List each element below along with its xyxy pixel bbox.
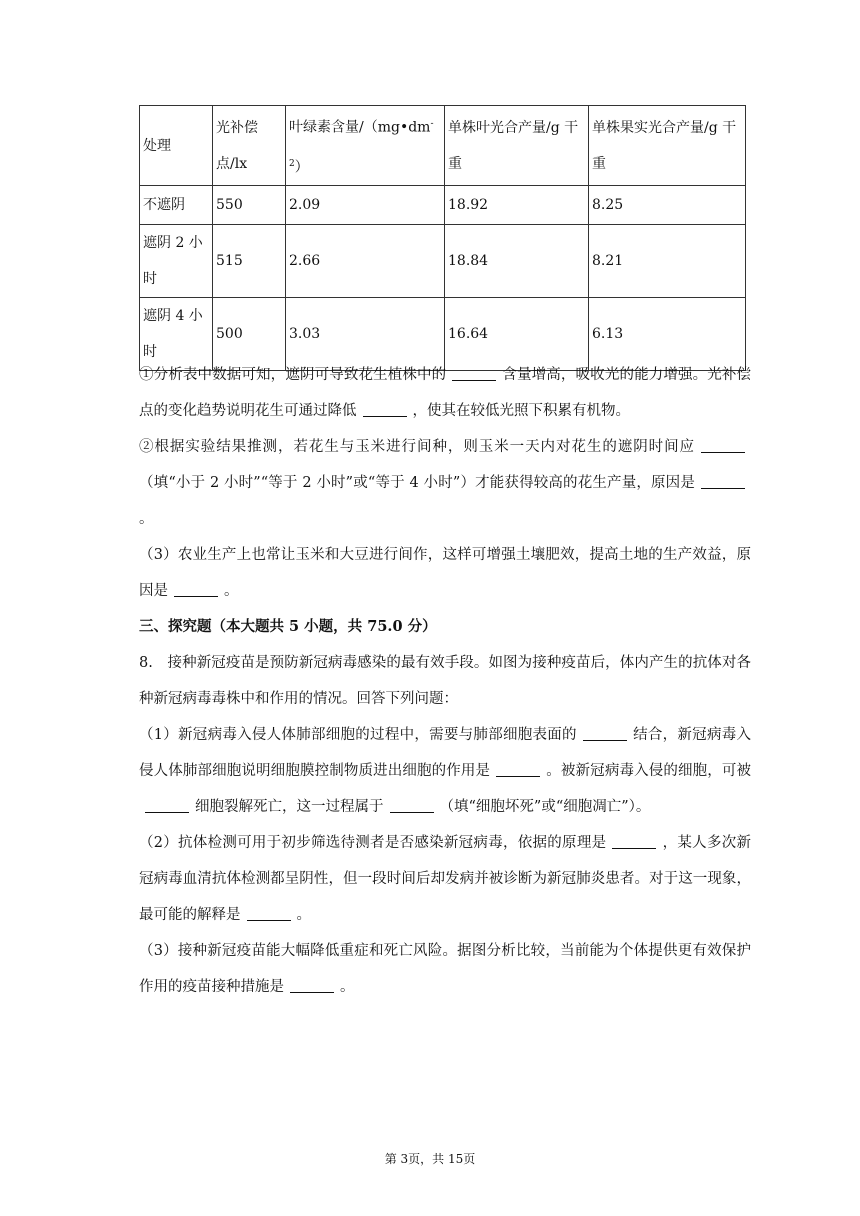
table-header-cell: 处理 — [140, 106, 213, 186]
table-cell: 18.92 — [445, 186, 589, 225]
text: 。 — [139, 511, 154, 527]
answer-blank — [612, 832, 656, 849]
answer-blank — [290, 976, 334, 993]
table-cell: 8.25 — [589, 186, 746, 225]
text: ，某人多次新冠病毒血清抗体检测都呈阴性，但一段时间后却发病并被诊断为新冠肺炎患者。对于这一现象，最可能的解释是 — [139, 835, 751, 923]
text: 。 — [224, 583, 239, 599]
table-cell: 8.21 — [589, 225, 746, 298]
table-header-cell: 单株果实光合产量/g 干重 — [589, 106, 746, 186]
table-cell: 18.84 — [445, 225, 589, 298]
header-superscript: -2 — [289, 119, 434, 169]
table-cell: 16.64 — [445, 298, 589, 371]
text: ，使其在较低光照下积累有机物。 — [412, 403, 630, 419]
text: （2）抗体检测可用于初步筛选待测者是否感染新冠病毒，依据的原理是 — [139, 835, 607, 851]
answer-blank — [701, 472, 745, 489]
table-cell: 2.09 — [286, 186, 445, 225]
answer-blank — [496, 760, 540, 777]
text: （3）接种新冠疫苗能大幅降低重症和死亡风险。据图分析比较，当前能为个体提供更有效保护作用的疫苗接种措施是 — [139, 943, 751, 995]
table-header-cell: 单株叶光合产量/g 干重 — [445, 106, 589, 186]
question-7-continuation — [139, 357, 751, 1005]
text: 结合，新冠病毒入侵人体肺部细胞说明细胞膜控制物质进出细胞的作用是 — [139, 727, 751, 779]
q7-part2 — [139, 429, 751, 537]
q7-part1 — [139, 357, 751, 429]
table-cell: 3.03 — [286, 298, 445, 371]
table-cell: 500 — [213, 298, 286, 371]
table-cell: 550 — [213, 186, 286, 225]
table-header-cell: 光补偿点/lx — [213, 106, 286, 186]
table-row — [140, 186, 746, 225]
text: 。 — [296, 907, 311, 923]
header-close: ） — [294, 159, 309, 176]
text: （填“细胞坏死”或“细胞凋亡”）。 — [439, 799, 651, 815]
text: 含量增高，吸收光的能力增强。光补偿点的变化趋势说明花生可通过降低 — [139, 367, 752, 419]
table-cell: 515 — [213, 225, 286, 298]
answer-blank — [390, 796, 434, 813]
q7-part3 — [139, 537, 751, 609]
text: 。被新冠病毒入侵的细胞，可被 — [546, 763, 751, 779]
text: （1）新冠病毒入侵人体肺部细胞的过程中，需要与肺部细胞表面的 — [139, 727, 577, 743]
page-footer: 第 3页，共 15页 — [384, 1152, 476, 1166]
data-table — [139, 105, 746, 371]
text: ①分析表中数据可知，遮阴可导致花生植株中的 — [139, 367, 447, 383]
answer-blank — [247, 904, 291, 921]
answer-blank — [174, 580, 218, 597]
text: （填“小于 2 小时”“等于 2 小时”或“等于 4 小时”）才能获得较高的花生产量，原因是 — [139, 475, 695, 491]
table-cell: 遮阴 2 小时 — [140, 225, 213, 298]
q8-sub1 — [139, 717, 751, 825]
answer-blank — [145, 796, 189, 813]
q8-intro: 8. 接种新冠疫苗是预防新冠病毒感染的最有效手段。如图为接种疫苗后，体内产生的抗体对各种新冠病毒毒株中和作用的情况。回答下列问题： — [139, 655, 751, 707]
table-cell: 6.13 — [589, 298, 746, 371]
text: ②根据实验结果推测，若花生与玉米进行间种，则玉米一天内对花生的遮阴时间应 — [139, 439, 695, 455]
text: 细胞裂解死亡，这一过程属于 — [195, 799, 384, 815]
answer-blank — [701, 436, 745, 453]
table-header-cell — [286, 106, 445, 186]
q8-sub3 — [139, 933, 751, 1005]
answer-blank — [363, 400, 407, 417]
table-cell: 不遮阴 — [140, 186, 213, 225]
text: 。 — [340, 979, 355, 995]
section-title: 三、探究题（本大题共 5 小题，共 75.0 分） — [139, 618, 437, 635]
header-text: 叶绿素含量/（mg•dm — [289, 119, 431, 136]
table-row — [140, 225, 746, 298]
answer-blank — [583, 724, 627, 741]
table-header-row — [140, 106, 746, 186]
text: （3）农业生产上也常让玉米和大豆进行间作，这样可增强土壤肥效，提高土地的生产效益，原因是 — [139, 547, 751, 599]
q8-sub2 — [139, 825, 751, 933]
table-cell: 2.66 — [286, 225, 445, 298]
answer-blank — [452, 364, 496, 381]
table-cell: 遮阴 4 小时 — [140, 298, 213, 371]
